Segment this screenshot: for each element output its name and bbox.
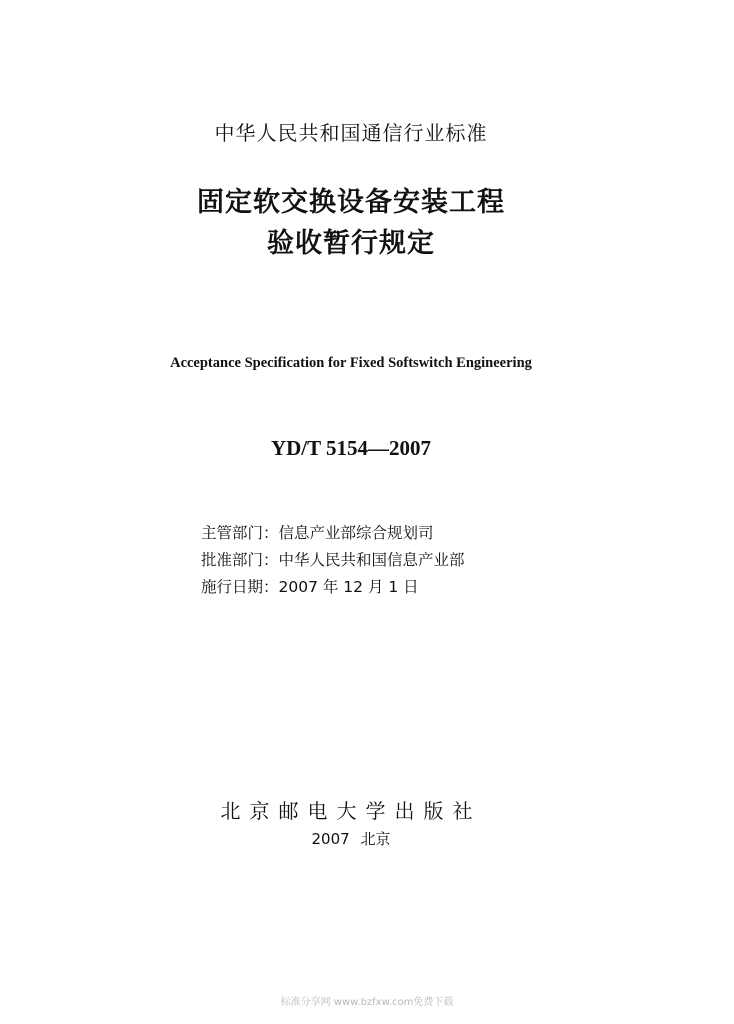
meta-info	[201, 520, 465, 601]
title-line-2: 验收暂行规定	[267, 228, 435, 259]
watermark: 标准分享网 www.bzfxw.com免费下载	[280, 997, 454, 1008]
publication-year-place: 2007 北京	[311, 830, 391, 848]
title-line-1: 固定软交换设备安装工程	[197, 187, 505, 218]
standard-number: YD/T 5154—2007	[270, 436, 432, 460]
approval-department: 批准部门：中华人民共和国信息产业部	[201, 551, 465, 569]
effective-date: 施行日期：2007 年 12 月 1 日	[201, 578, 419, 596]
competent-department: 主管部门：信息产业部综合规划司	[201, 524, 434, 542]
publisher-name: 北京邮电大学出版社	[220, 799, 482, 823]
english-title: Acceptance Specification for Fixed Softswitch Engineering	[170, 355, 532, 371]
standard-category: 中华人民共和国通信行业标准	[214, 121, 488, 145]
document-title	[0, 182, 702, 264]
